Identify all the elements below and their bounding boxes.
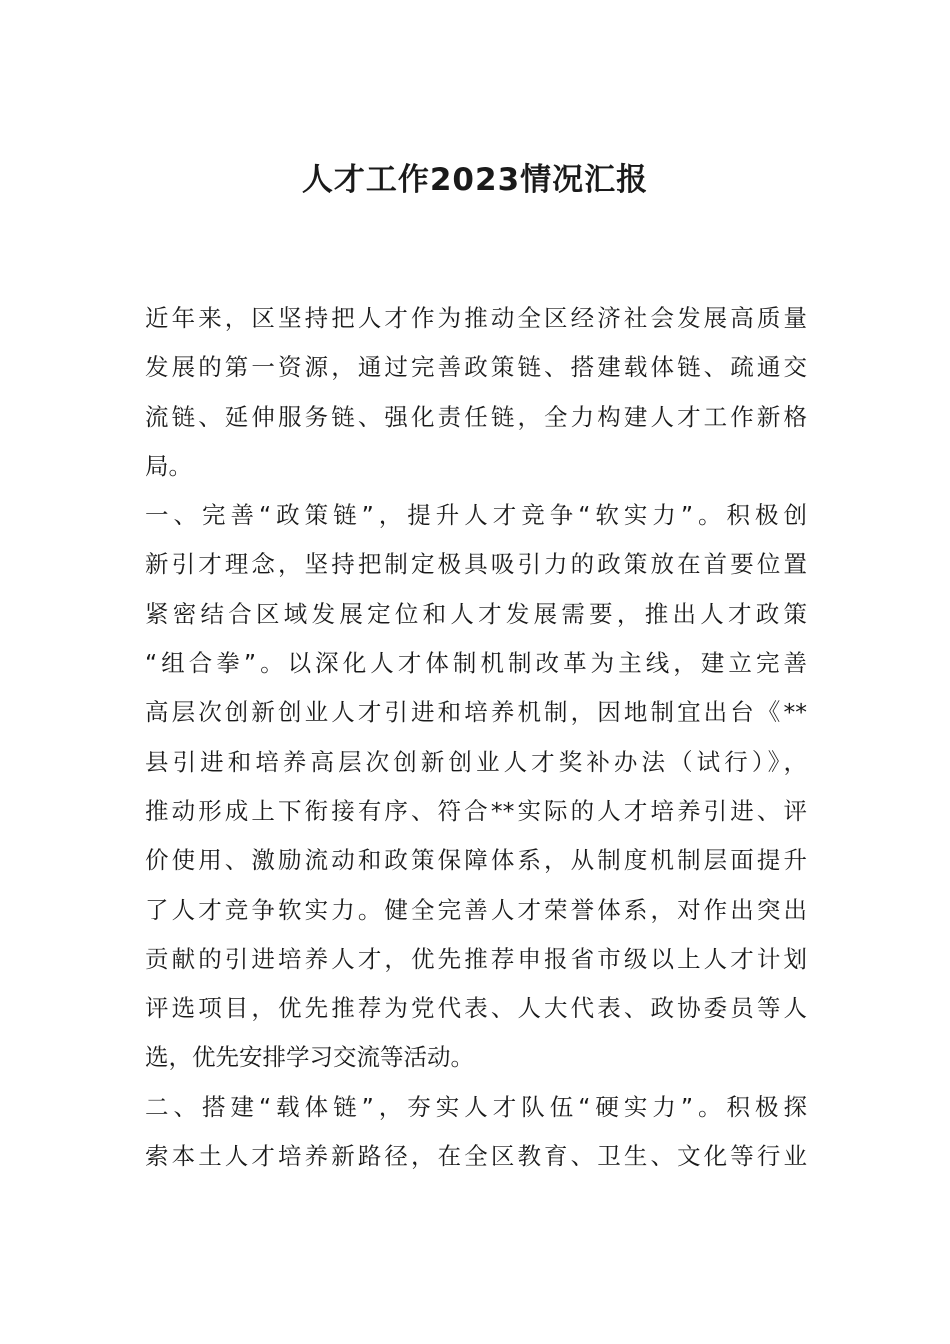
body-line: 紧密结合区域发展定位和人才发展需要，推出人才政策	[145, 599, 807, 628]
body-line: 贡献的引进培养人才，优先推荐申报省市级以上人才计划	[145, 944, 807, 973]
body-line: 一、完善“政策链”，提升人才竞争“软实力”。积极创	[145, 501, 807, 530]
body-line: 流链、延伸服务链、强化责任链，全力构建人才工作新格	[145, 402, 807, 431]
body-line: 价使用、激励流动和政策保障体系，从制度机制层面提升	[145, 846, 807, 875]
body-line: 推动形成上下衔接有序、符合**实际的人才培养引进、评	[145, 796, 807, 825]
body-line: 评选项目，优先推荐为党代表、人大代表、政协委员等人	[145, 994, 807, 1023]
body-line: 近年来，区坚持把人才作为推动全区经济社会发展高质量	[145, 304, 807, 332]
body-line: 选，优先安排学习交流等活动。	[145, 1043, 474, 1072]
document-body	[145, 294, 807, 1181]
body-line: 新引才理念，坚持把制定极具吸引力的政策放在首要位置	[145, 550, 807, 579]
document-title: 人才工作2023情况汇报	[301, 162, 649, 198]
body-line: 了人才竞争软实力。健全完善人才荣誉体系，对作出突出	[145, 895, 807, 924]
body-line: 索本土人才培养新路径，在全区教育、卫生、文化等行业	[145, 1142, 807, 1171]
body-line: 高层次创新创业人才引进和培养机制，因地制宜出台《**	[145, 698, 807, 727]
body-line: 发展的第一资源，通过完善政策链、搭建载体链、疏通交	[145, 353, 807, 382]
body-line: 县引进和培养高层次创新创业人才奖补办法（试行）》，	[145, 747, 807, 776]
body-line: “组合拳”。以深化人才体制机制改革为主线，建立完善	[145, 649, 807, 678]
body-line: 二、搭建“载体链”，夯实人才队伍“硬实力”。积极探	[145, 1092, 807, 1121]
body-line: 局。	[145, 451, 192, 480]
